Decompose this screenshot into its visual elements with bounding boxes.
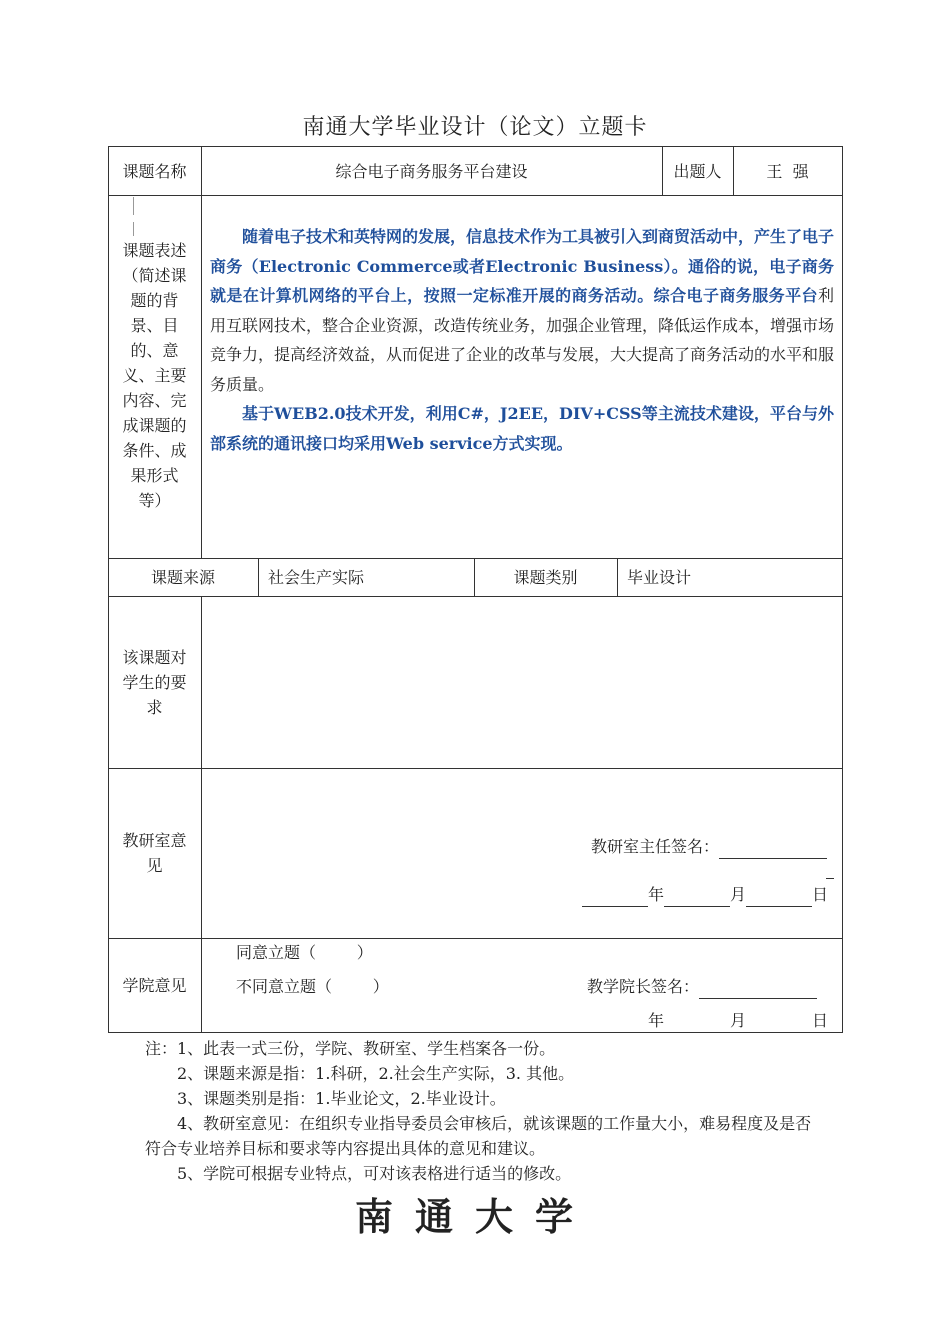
topic-name-label: 课题名称 [122,161,187,181]
note-item: 5、学院可根据专业特点，可对该表格进行适当的修改。 [177,1164,572,1183]
year-label: 年 [648,1011,665,1030]
notes-section [145,1036,825,1186]
label-line: 景、目 [130,316,179,335]
description-para1-rest: 利用互联网技术，整合企业资源，改造传统业务，加强企业管理，降低运作成本，增强市场竞争力，提高经济效益，从而促进了企业的改革与发展，大大提高了商务活动的水平和服务质量。 [210,286,835,394]
label-line: 求 [146,697,163,717]
label-line: 学生的要 [122,672,187,692]
label-line: 教研室意 [122,831,187,850]
label-line: （简述课 [122,266,187,285]
label-line: 见 [146,856,163,875]
label-line: 内容、完 [122,391,187,410]
date-blank [582,884,648,907]
dept-opinion-label [108,768,201,938]
date-blank [664,1010,730,1033]
label-line: 等） [138,491,171,510]
agree-option: 同意立题（ ） [236,943,373,962]
description-text [210,222,834,458]
table-line [201,596,202,1033]
college-opinion-label: 学院意见 [122,975,187,995]
month-label: 月 [730,885,747,904]
note-item: 4、教研室意见：在组织专业指导委员会审核后，就该课题的工作量大小，难易程度及是否符合专业培养目标和要求等内容提出具体的意见和建议。 [145,1114,812,1158]
college-signature [587,976,817,999]
disagree-option: 不同意立题（ ） [236,977,389,996]
description-label [108,238,201,513]
source-value: 社会生产实际 [268,568,365,587]
topic-name-value: 综合电子商务服务平台建设 [335,161,528,181]
table-border-right [842,146,843,1033]
table-line [108,768,843,769]
label-line: 成课题的 [122,416,187,435]
requirements-label [108,596,201,768]
note-item: 3、课题类别是指：1.毕业论文，2.毕业设计。 [177,1089,506,1108]
table-line [108,938,843,939]
college-date [582,1010,828,1033]
label-line: 题的背 [130,291,179,310]
dept-signature-label: 教研室主任签名： [591,837,720,856]
dept-date [582,884,828,907]
university-name: 南通大学 [354,1195,595,1239]
description-para1-bold: 随着电子技术和英特网的发展，信息技术作为工具被引入到商贸活动中，产生了电子商务（Electronic Commerce或者Electronic Business）。通俗的说，电子商务就是在计算机网络的平台上，按照一定标准开展的商务活动。综合电子商务服务平台 [210,227,835,305]
day-label: 日 [812,1011,829,1030]
type-value: 毕业设计 [627,568,692,587]
author-value: 王 强 [766,161,809,181]
signature-line [719,836,827,859]
date-blank [664,884,730,907]
note-item: 注：1、此表一式三份，学院、教研室、学生档案各一份。 [145,1039,556,1058]
label-line: 条件、成 [122,441,187,460]
cursor-mark [133,222,134,236]
note-item: 2、课题来源是指：1.科研，2.社会生产实际，3. 其他。 [177,1064,575,1083]
label-line: 的、意 [130,341,179,360]
date-blank [746,884,812,907]
label-line: 义、主要 [122,366,187,385]
year-label: 年 [648,885,665,904]
label-line: 该课题对 [122,647,187,667]
label-line: 课题表述 [122,241,187,260]
dept-signature [591,836,827,859]
description-para2: 基于WEB2.0技术开发，利用C#，J2EE，DIV+CSS等主流技术建设，平台与外部系统的通讯接口均采用Web service方式实现。 [210,404,834,453]
cursor-mark [133,197,134,215]
day-label: 日 [812,885,829,904]
date-blank [582,1010,648,1033]
source-label: 课题来源 [150,568,215,587]
label-line: 果形式 [130,466,179,485]
table-line [201,146,202,559]
author-label: 出题人 [673,161,722,181]
college-signature-label: 教学院长签名： [587,977,700,996]
signature-line [699,976,817,999]
month-label: 月 [730,1011,747,1030]
signature-line-tail [826,864,834,879]
type-label: 课题类别 [513,568,578,587]
date-blank [746,1010,812,1033]
page-title: 南通大学毕业设计（论文）立题卡 [302,115,648,140]
